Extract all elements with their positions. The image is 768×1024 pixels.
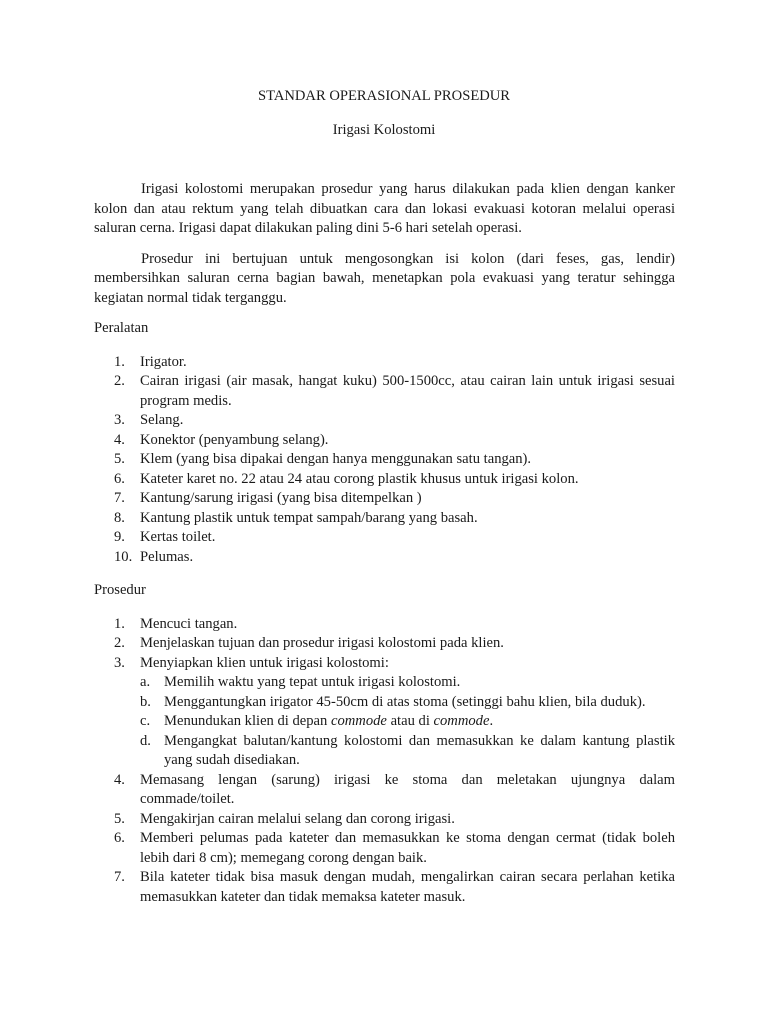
list-item: 8. Kantung plastik untuk tempat sampah/barang yang basah. — [114, 509, 478, 526]
peralatan-list — [94, 353, 675, 568]
list-item: 4. Memasang lengan (sarung) irigasi ke stoma dan meletakan ujungnya dalam commade/toilet. — [114, 771, 675, 807]
list-item: 1. Mencuci tangan. — [114, 615, 238, 632]
sub-list-item: c. Menundukan klien di depan commode atau di commode. — [140, 713, 494, 729]
list-item: 10. Pelumas. — [114, 548, 194, 565]
list-item: 6. Memberi pelumas pada kateter dan memasukkan ke stoma dengan cermat (tidak boleh lebih dari 8 cm); memegang corong dengan baik. — [114, 830, 675, 866]
document-body — [94, 180, 675, 921]
purpose-paragraph: Prosedur ini bertujuan untuk mengosongkan isi kolon (dari feses, gas, lendir) membersihkan saluran cerna bagian bawah, menetapkan pola evakuasi yang teratur sehingga kegiatan normal tidak terganggu. — [94, 250, 675, 306]
peralatan-heading: Peralatan — [94, 320, 149, 336]
prosedur-heading: Prosedur — [94, 582, 146, 598]
sub-list-item: a. Memilih waktu yang tepat untuk irigasi kolostomi. — [140, 674, 461, 690]
list-item: 4. Konektor (penyambung selang). — [114, 431, 329, 448]
document-title: STANDAR OPERASIONAL PROSEDUR — [257, 88, 511, 104]
list-item: 5. Klem (yang bisa dipakai dengan hanya menggunakan satu tangan). — [114, 451, 532, 467]
list-item: 9. Kertas toilet. — [114, 529, 216, 545]
list-item: 2. Menjelaskan tujuan dan prosedur irigasi kolostomi pada klien. — [114, 635, 504, 651]
list-item: 3. Selang. — [114, 412, 184, 428]
list-item: 2. Cairan irigasi (air masak, hangat kuku) 500-1500cc, atau cairan lain untuk irigasi sesuai program medis. — [114, 373, 675, 409]
intro-paragraph: Irigasi kolostomi merupakan prosedur yang harus dilakukan pada klien dengan kanker kolon dan atau rektum yang telah dibuatkan cara dan lokasi evakuasi kotoran melalui operasi saluran cerna. Irigasi dapat dilakukan paling dini 5-6 hari setelah operasi. — [94, 181, 675, 236]
list-item: 6. Kateter karet no. 22 atau 24 atau corong plastik khusus untuk irigasi kolon. — [114, 470, 579, 487]
list-item: 3. Menyiapkan klien untuk irigasi kolostomi: a. Memilih waktu yang tepat untuk irigasi kolostomi. b. Menggantungkan irigator 45-50cm di atas stoma (setinggi bahu klien, bila duduk). c. Menundukan klien di depan commode atau di commode. d. Mengangkat balutan/kantung kolostomi dan memasukkan ke dalam kantung plastik yang sudah disediakan. — [94, 654, 675, 771]
prosedur-sub-list — [140, 673, 675, 771]
prosedur-list — [94, 615, 675, 908]
document-subtitle: Irigasi Kolostomi — [332, 122, 436, 138]
list-item: 5. Mengakirjan cairan melalui selang dan corong irigasi. — [114, 810, 455, 827]
sub-list-item: b. Menggantungkan irigator 45-50cm di atas stoma (setinggi bahu klien, bila duduk). — [140, 693, 646, 710]
list-item: 7. Kantung/sarung irigasi (yang bisa ditempelkan ) — [114, 490, 422, 506]
list-item: 1. Irigator. — [114, 353, 187, 370]
sub-list-item: d. Mengangkat balutan/kantung kolostomi dan memasukkan ke dalam kantung plastik yang sudah disediakan. — [140, 732, 675, 768]
list-item: 7. Bila kateter tidak bisa masuk dengan mudah, mengalirkan cairan secara perlahan ketika memasukkan kateter dan tidak memaksa kateter masuk. — [114, 869, 675, 905]
